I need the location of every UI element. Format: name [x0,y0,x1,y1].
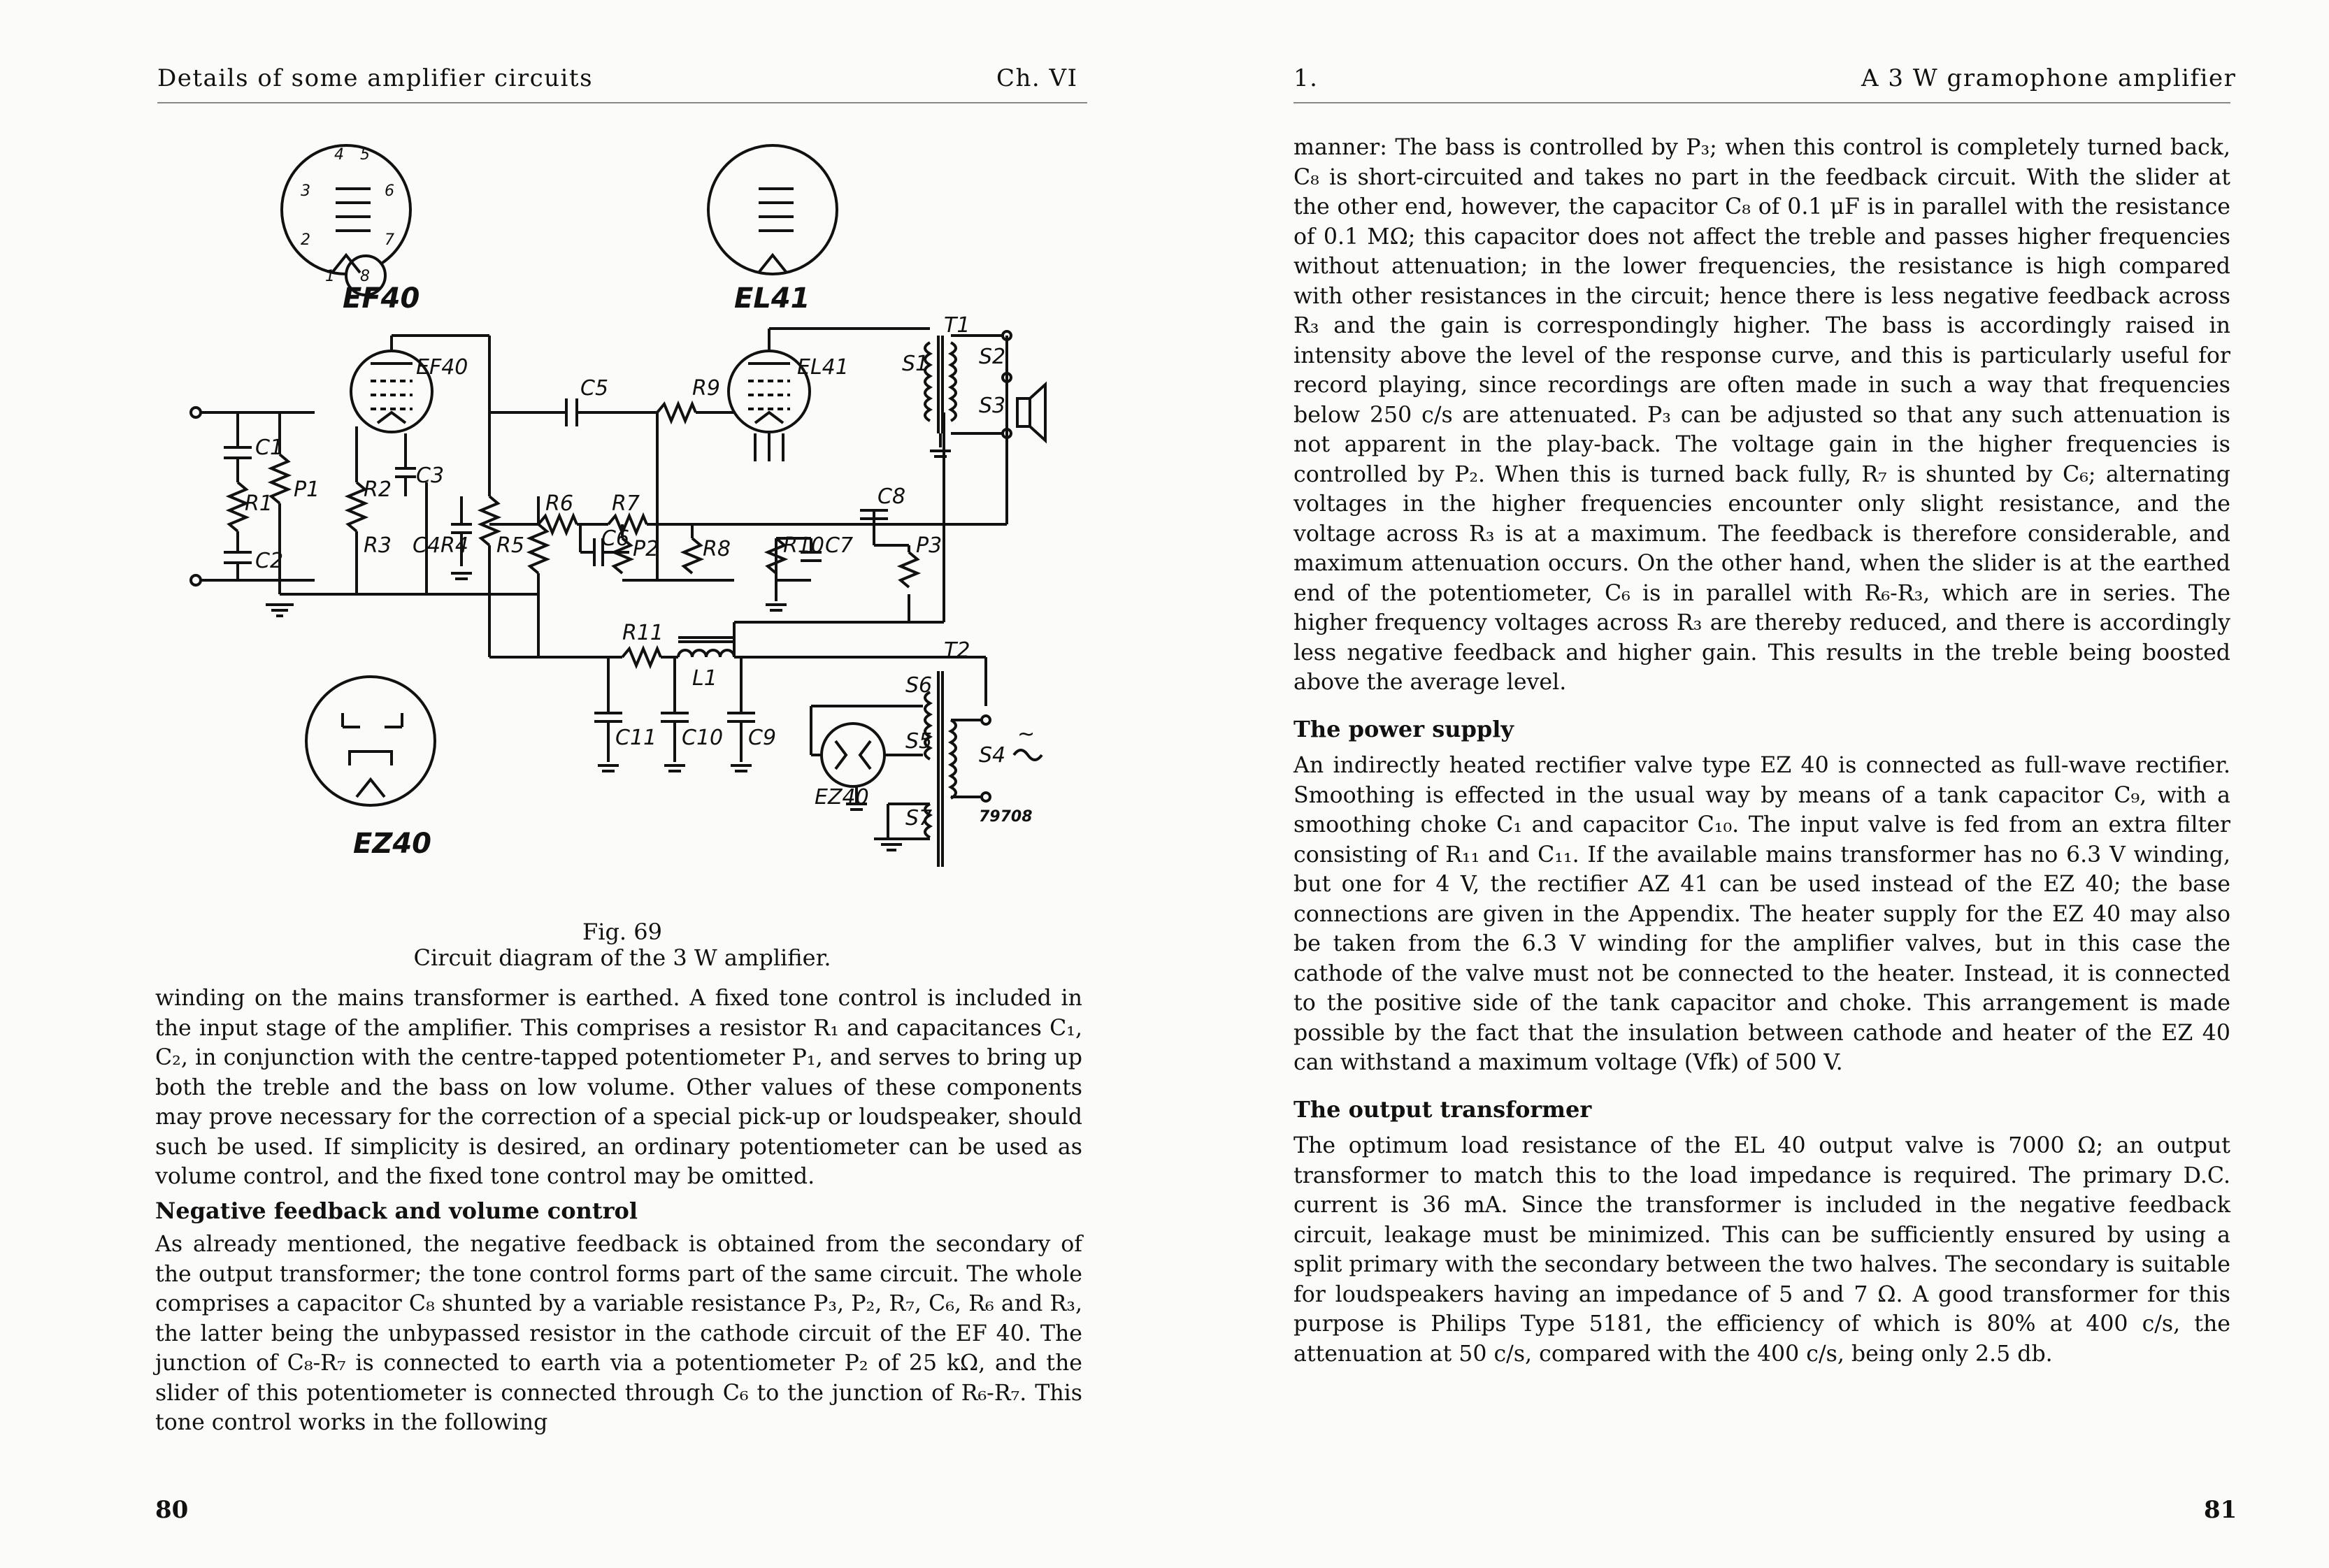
label-s4: S4 [979,743,1006,768]
pin-number: 6 [385,182,394,200]
page-number-right: 81 [2204,1496,2237,1524]
running-head-title: Details of some amplifier circuits [157,64,594,92]
el41-base-label: EL41 [734,282,810,315]
ez40-base-label: EZ40 [353,828,431,860]
label-p3: P3 [916,533,943,558]
page-number-left: 80 [155,1496,189,1524]
pin-number: 2 [301,231,310,249]
label-r6: R6 [545,491,573,516]
label-r7: R7 [612,491,640,516]
label-c7: C7 [825,533,854,558]
el41-base-diagram [708,145,837,274]
section-heading-output-transformer: The output transformer [1294,1095,1592,1123]
ef40-base-label: EF40 [343,282,420,315]
section-heading-negative-feedback: Negative feedback and volume control [155,1197,638,1224]
running-head-chapter: Ch. VI [996,64,1078,92]
label-r3: R3 [364,533,392,558]
label-c1: C1 [255,436,284,460]
drawing-number: 79708 [979,808,1033,826]
label-r5: R5 [496,533,524,558]
ef40-tube-label: EF40 [416,355,468,380]
circuit-diagram [175,133,1056,902]
figure-number: Fig. 69 [582,919,662,945]
label-l1: L1 [692,666,717,691]
label-c6: C6 [601,526,630,551]
label-c5: C5 [580,376,609,401]
pin-number: 7 [385,231,394,249]
label-p1: P1 [294,477,320,502]
label-t1: T1 [944,313,970,338]
label-c11: C11 [615,726,657,750]
right-page [1182,0,2329,1568]
label-c10: C10 [682,726,724,750]
left-paragraph-2: As already mentioned, the negative feedback is obtained from the secondary of the output transformer; the tone control forms part of the same circuit. The whole comprises a capacitor C₈ shunted by a variable resistance P₃, P₂, R₇, C₆, R₆ and R₃, the latter being the unbypassed resistor in the cathode circuit of the EF 40. The junction of C₈-R₇ is connected to earth via a potentiometer P₂ of 25 kΩ, and the slider of this potentiometer is connected through C₆ to the junction of R₆-R₇. This tone control works in the following [155,1232,1082,1435]
label-c2: C2 [255,549,284,573]
label-s5: S5 [905,729,933,754]
label-c3: C3 [416,463,445,488]
label-c4: C4 [413,533,441,558]
label-s1: S1 [902,352,929,376]
label-s2: S2 [979,345,1006,369]
pin-number: 1 [325,268,335,285]
label-c9: C9 [748,726,777,750]
right-paragraph-2: An indirectly heated rectifier valve type EZ 40 is connected as full-wave rectifier. Smoothing is effected in the usual way by means of a tank capacitor C₉, with a smoothing choke C₁ and capacitor C₁₀. The input valve is fed from an extra filter consisting of R₁₁ and C₁₁. If the available mains transformer has no 6.3 V winding, but one for 4 V, the rectifier AZ 41 can be used instead of the EZ 40; the base connections are given in the Appendix. The heater supply for the EZ 40 may also be taken from the 6.3 V winding for the amplifier valves, but in this case the cathode of the valve must not be connected to the heater. Instead, it is connected to the positive side of the tank capacitor and choke. This arrangement is made possible by the fact that the insulation between cathode and heater of the EZ 40 can withstand a maximum voltage (Vfk) of 500 V. [1294,753,2230,1075]
right-text-block [1294,133,2230,1369]
pin-number: 5 [360,146,370,164]
left-paragraph-1: winding on the mains transformer is earthed. A fixed tone control is included in the input stage of the amplifier. This comprises a resistor R₁ and capacitances C₁, C₂, in conjunction with the centre-tapped potentiometer P₁, and serves to bring up both the treble and the bass on low volume. Other values of these components may prove necessary for the correction of a special pick-up or loudspeaker, should such be used. If simplicity is desired, an ordinary potentiometer can be used as volume control, and the fixed tone control may be omitted. [155,986,1082,1189]
left-text-block [155,984,1082,1438]
pin-number: 8 [360,268,370,285]
right-paragraph-3: The optimum load resistance of the EL 40 output valve is 7000 Ω; an output transformer to match this to the load impedance is required. The primary D.C. current is 36 mA. Since the transformer is included in the negative feedback circuit, leakage must be minimized. This can be sufficiently ensured by using a split primary with the secondary between the two halves. The secondary is suitable for loudspeakers having an impedance of 5 and 7 Ω. A good transformer for this purpose is Philips Type 5181, the efficiency of which is 80% at 400 c/s, the attenuation at 50 c/s, compared with the 400 c/s, being only 2.5 db. [1294,1133,2230,1367]
label-t2: T2 [944,638,970,663]
pin-number: 4 [334,146,344,164]
label-c8: C8 [877,484,906,509]
running-head-rule [157,102,1087,103]
label-ac-symbol: ~ [1017,722,1035,747]
el41-tube-label: EL41 [797,355,849,380]
label-r2: R2 [364,477,392,502]
running-head-rule [1294,102,2230,103]
label-r1: R1 [245,491,273,516]
pin-number: 3 [301,182,310,200]
label-r9: R9 [692,376,720,401]
figure-caption: Circuit diagram of the 3 W amplifier. [413,944,831,971]
label-r8: R8 [703,537,731,561]
ef40-base-diagram [282,145,410,295]
right-paragraph-1: manner: The bass is controlled by P₃; when this control is completely turned back, C₈ is short-circuited and takes no part in the feedback circuit. With the slider at the other end, however, the capacitor C₈ of 0.1 μF is in parallel with the resistance of 0.1 MΩ; this capacitor does not affect the treble and passes higher frequencies without attenuation; in the lower frequencies, the resistance is high compared with other resistances in the circuit; hence there is less negative feedback across R₃ and the gain is correspondingly higher. The bass is accordingly raised in intensity above the level of the response curve, and this is particularly useful for record playing, since recordings are often made in such a way that frequencies below 250 c/s are attenuated. P₃ can be adjusted so that any such attenuation is not apparent in the play-back. The voltage gain in the higher frequencies is controlled by P₂. When this is turned back fully, R₇ is shunted by C₆; alternating voltages in the higher frequencies encounter only slight resistance, and the voltage across R₃ is at a maximum. The feedback is therefore considerable, and maximum attenuation occurs. On the other hand, when the slider is at the earthed end of the potentiometer, C₆ is in parallel with R₆-R₃, which are in series. The higher frequency voltages across R₃ are thereby reduced, and there is accordingly less negative feedback and higher gain. This results in the treble being boosted above the average level. [1294,135,2230,695]
label-s6: S6 [905,673,933,698]
section-heading-power-supply: The power supply [1294,715,1514,742]
label-r11: R11 [622,621,664,645]
running-head-title: A 3 W gramophone amplifier [1861,64,2237,92]
label-p2: P2 [633,537,659,561]
label-s3: S3 [979,394,1006,418]
label-r4: R4 [440,533,468,558]
ez40-base-diagram [306,677,435,805]
label-s7: S7 [905,806,933,830]
label-r10: R10 [783,533,825,558]
running-head-number: 1. [1294,64,1319,92]
ez40-tube-label: EZ40 [815,785,869,810]
